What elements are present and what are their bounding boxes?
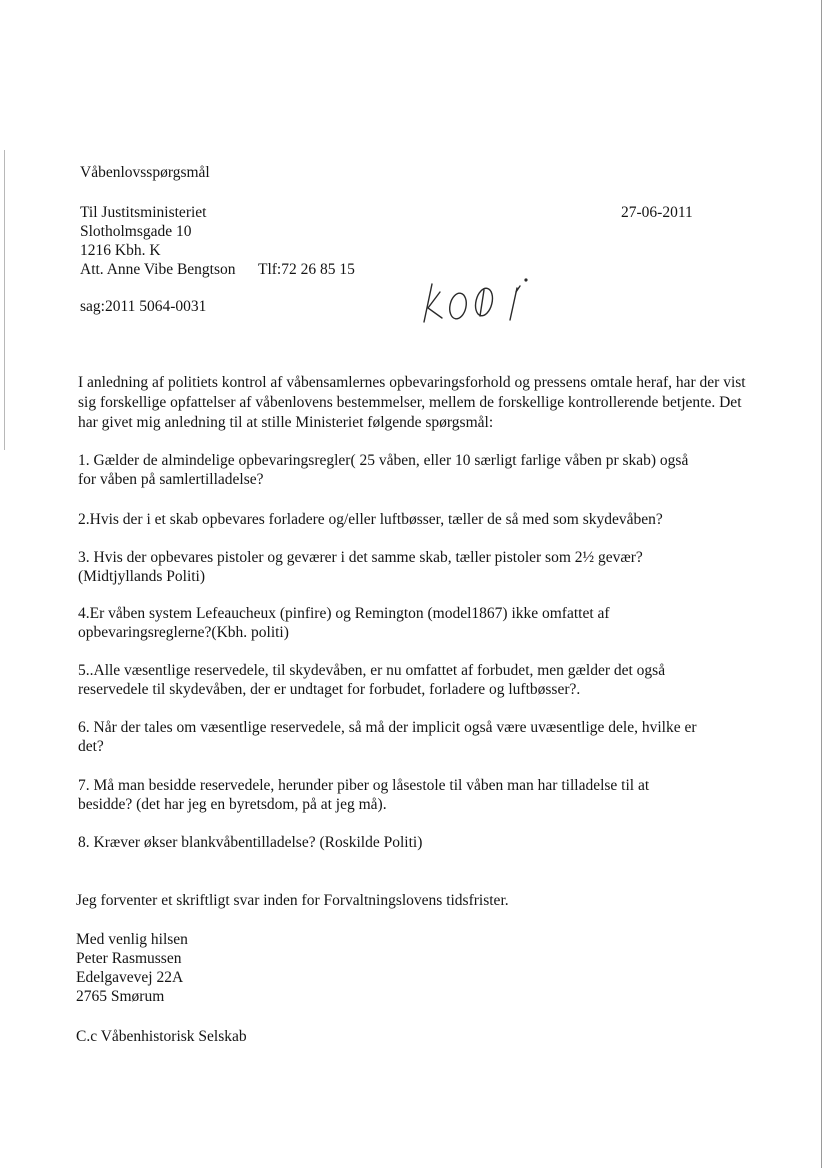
scan-edge-right [821,0,822,1168]
signature-name: Peter Rasmussen [76,950,182,967]
question-4-line-2: opbevaringsreglerne?(Kbh. politi) [78,624,289,641]
question-1-line-2: for våben på samlertilladelse? [78,471,264,488]
question-6-line-1: 6. Når der tales om væsentlige reservedele, så må der implicit også være uvæsentlige dele, hvilke er [78,719,697,736]
question-5-line-2: reservedele til skydevåben, der er undtaget for forbudet, forladere og luftbøsser?. [78,681,581,698]
question-7-line-1: 7. Må man besidde reservedele, herunder piber og låsestole til våben man har tilladelse til at [78,777,650,794]
question-4-line-1: 4.Er våben system Lefeaucheux (pinfire) og Remington (model1867) ikke omfattet af [78,605,610,622]
recipient-city: 1216 Kbh. K [80,242,161,259]
recipient-attention: Att. Anne Vibe Bengtson [80,261,236,278]
carbon-copy: C.c Våbenhistorisk Selskab [76,1028,247,1045]
question-5-line-1: 5..Alle væsentlige reservedele, til skydevåben, er nu omfattet af forbudet, men gælder det også [78,662,666,679]
question-1-line-1: 1. Gælder de almindelige opbevaringsregler( 25 våben, eller 10 særligt farlige våben pr skab) også [78,452,689,469]
signature-greeting: Med venlig hilsen [76,931,188,948]
intro-paragraph: I anledning af politiets kontrol af våbensamlernes opbevaringsforhold og pressens omtale heraf, har der vist sig forskellige opfattelser af våbenlovens bestemmelser, mellem de forskellige kontrollerende betjente. Det har givet mig anledning til at stille Ministeriet følgende spørgsmål: [78,374,746,431]
question-6-line-2: det? [78,738,104,755]
recipient-street: Slotholmsgade 10 [80,223,192,240]
handwritten-note-kO01 [418,278,548,328]
recipient-name: Til Justitsministeriet [80,204,207,221]
letter-date: 27-06-2011 [621,204,693,221]
question-2-line-1: 2.Hvis der i et skab opbevares forladere og/eller luftbøsser, tæller de så med som skydevåben? [78,511,663,528]
question-7-line-2: besidde? (det har jeg en byretsdom, på at jeg må). [78,796,387,813]
scan-edge-left [4,150,5,450]
letter-subject: Våbenlovsspørgsmål [80,164,210,181]
question-8-line-1: 8. Kræver økser blankvåbentilladelse? (Roskilde Politi) [78,834,423,851]
signature-city: 2765 Smørum [76,988,165,1005]
case-reference: sag:2011 5064-0031 [80,298,207,315]
recipient-phone: Tlf:72 26 85 15 [258,261,355,278]
signature-street: Edelgavevej 22A [76,969,184,986]
question-3-line-2: (Midtjyllands Politi) [78,568,206,585]
question-3-line-1: 3. Hvis der opbevares pistoler og geværer i det samme skab, tæller pistoler som 2½ gevær? [78,549,643,566]
closing-request: Jeg forventer et skriftligt svar inden for Forvaltningslovens tidsfrister. [76,892,509,909]
